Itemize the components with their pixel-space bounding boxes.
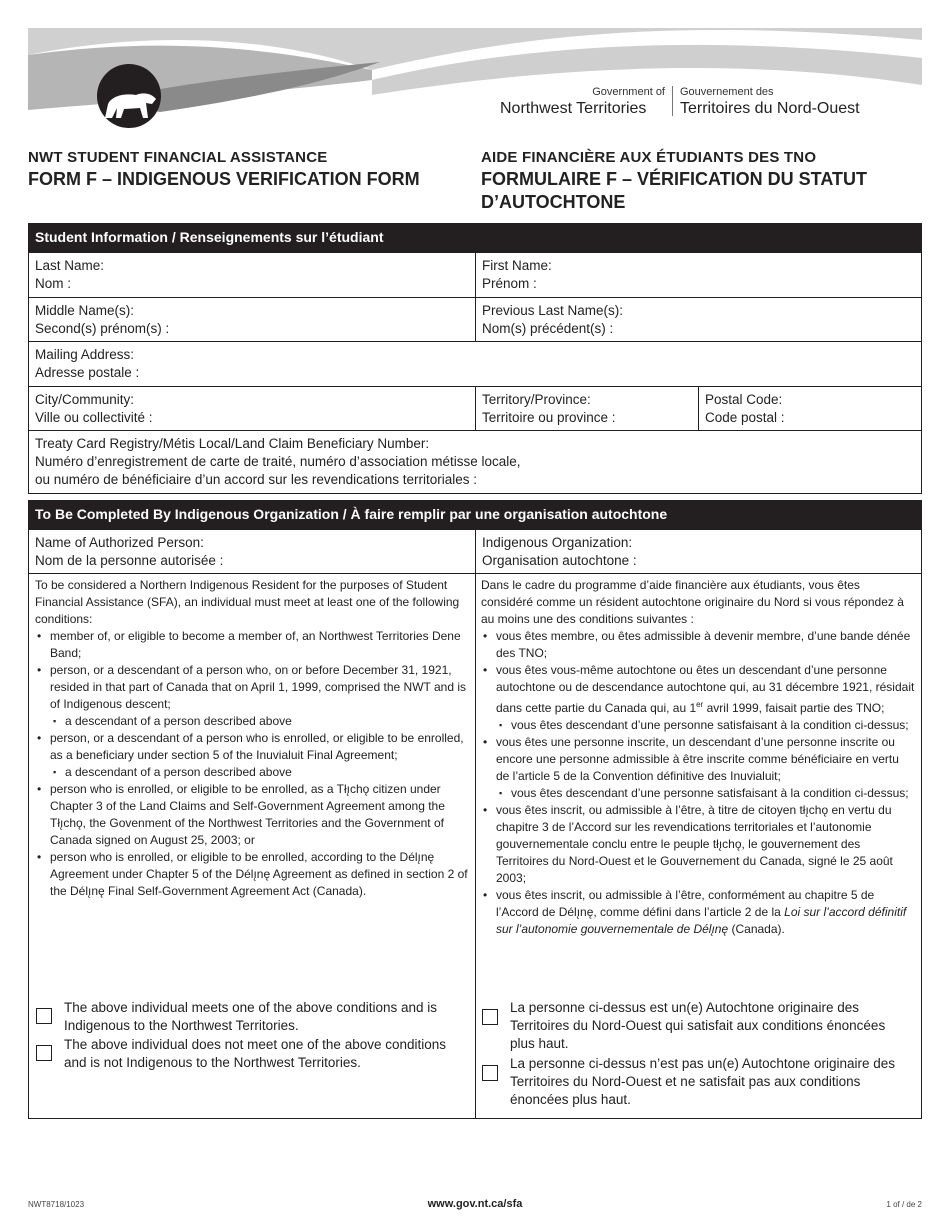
gov-name-en: Government of Northwest Territories — [500, 86, 665, 118]
condition-subitem: ▪ vous êtes descendant d’une personne satisfaisant à la condition ci-dessus; — [481, 785, 915, 802]
title-en: NWT STUDENT FINANCIAL ASSISTANCE FORM F – INDIGENOUS VERIFICATION FORM — [28, 149, 420, 189]
condition-item: • vous êtes une personne inscrite, un descendant d’une personne inscrite ou encore une personne admissible à être inscrite comme bénéficiaire en vertu de l’article 5 de la Convention définitive des Inuvialuit; — [481, 734, 915, 785]
condition-item: • person who is enrolled, or eligible to be enrolled, as a Tłı̨chǫ citizen under Chapter 3 of the Land Claims and Self-Government Agreement among the Tłı̨chǫ, the Govenment of the Northwest Territories and the Government of Canada signed on August 25, 2003; or — [35, 781, 470, 849]
condition-item: • vous êtes vous-même autochtone ou êtes un descendant d’une personne autochtone ou de descendance autochtone qui, au 31 décembre 1921, résidait dans cette partie du Canada qui, au 1er avril 1999, faisait partie des TNO; — [481, 662, 915, 717]
footer-url[interactable]: www.gov.nt.ca/sfa — [427, 1198, 523, 1210]
city-field[interactable]: City/Community: Ville ou collectivité : — [28, 386, 476, 431]
condition-item: • vous êtes membre, ou êtes admissible à devenir membre, d’une bande dénée des TNO; — [481, 628, 915, 662]
indigenous-organization-field[interactable]: Indigenous Organization: Organisation autochtone : — [475, 529, 922, 574]
meets-conditions-checkbox-fr[interactable] — [482, 1009, 498, 1025]
title-fr: AIDE FINANCIÈRE AUX ÉTUDIANTS DES TNO FORMULAIRE F – VÉRIFICATION DU STATUT D’AUTOCHTONE — [481, 149, 867, 212]
condition-item: • person, or a descendant of a person who, on or before December 31, 1921, resided in that part of Canada that on April 1, 1999, comprised the NWT and is of Indigenous descent; — [35, 662, 470, 713]
previous-last-name-field[interactable]: Previous Last Name(s): Nom(s) précédent(s) : — [475, 297, 922, 342]
conditions-fr: Dans le cadre du programme d’aide financière aux étudiants, vous êtes considéré comme un résident autochtone originaire du Nord si vous répondez à au moins une des conditions suivantes : • vous êtes membre, ou êtes admissible à devenir membre, d’une bande dénée des TNO; • vous êtes vous-même autochtone ou êtes un descendant d’une personne autochtone ou de descendance autochtone qui, au 31 décembre 1921, résidait dans cette partie du Canada qui, au 1er avril 1999, faisait partie des TNO; ▪ vous êtes descendant d’une personne satisfaisant à la condition ci-dessus; • vous êtes une personne inscrite, un descendant d’une personne inscrite ou encore une personne admissible à être inscrite comme bénéficiaire en vertu de l’article 5 de la Convention définitive des Inuvialuit; ▪ vous êtes descendant d’une personne satisfaisant à la condition ci-dessus; • vous êtes inscrit, ou admissible à l’être, à titre de citoyen tłı̨chǫ en vertu du chapitre 3 de l’Accord sur les revendications territoriales et l’autonomie gouvernementale conclu entre le peuple tłı̨chǫ, le gouvernement des Territoires du Nord-Ouest et le Gouvernement du Canada, signé le 25 août 2003; • vous êtes inscrit, ou admissible à l’être, conformément au chapitre 5 de l’Accord de Délı̨nę, comme défini dans l’article 2 de la Loi sur l’accord définitif sur l’autonomie gouvernementale de Délı̨nę (Canada). — [481, 577, 915, 938]
meets-conditions-label-en: The above individual meets one of the above conditions and is Indigenous to the Northwest Territories. — [64, 1000, 437, 1033]
last-name-field[interactable]: Last Name: Nom : — [28, 252, 476, 298]
org-section-heading: To Be Completed By Indigenous Organization / À faire remplir par une organisation autochtone — [28, 500, 922, 529]
gov-name-fr: Gouvernement des Territoires du Nord-Ouest — [680, 86, 860, 118]
form-code: NWT8718/1023 — [28, 1200, 85, 1209]
postal-code-field[interactable]: Postal Code: Code postal : — [698, 386, 922, 431]
condition-item: • vous êtes inscrit, ou admissible à l’être, conformément au chapitre 5 de l’Accord de Délı̨nę, comme défini dans l’article 2 de la Loi sur l’accord définitif sur l’autonomie gouvernementale de Délı̨nę (Canada). — [481, 887, 915, 938]
authorized-person-field[interactable]: Name of Authorized Person: Nom de la personne autorisée : — [28, 529, 476, 574]
condition-item: • vous êtes inscrit, ou admissible à l’être, à titre de citoyen tłı̨chǫ en vertu du chapitre 3 de l’Accord sur les revendications territoriales et l’autonomie gouvernementale conclu entre le peuple tłı̨chǫ, le gouvernement des Territoires du Nord-Ouest et le Gouvernement du Canada, signé le 25 août 2003; — [481, 802, 915, 887]
meets-conditions-label-fr: La personne ci-dessus est un(e) Autochtone originaire des Territoires du Nord-Ouest qui satisfait aux conditions énoncées plus haut. — [510, 1000, 886, 1051]
treaty-number-field[interactable]: Treaty Card Registry/Métis Local/Land Claim Beneficiary Number: Numéro d’enregistrement de carte de traité, numéro d’association métisse locale, ou numéro de bénéficiaire d’un accord sur les revendications territoriales : — [28, 430, 922, 494]
mailing-address-field[interactable]: Mailing Address: Adresse postale : — [28, 341, 922, 387]
first-name-field[interactable]: First Name: Prénom : — [475, 252, 922, 298]
condition-item: • person, or a descendant of a person who is enrolled, or eligible to be enrolled, as a beneficiary under section 5 of the Inuvialuit Final Agreement; — [35, 730, 470, 764]
meets-conditions-checkbox-en[interactable] — [36, 1008, 52, 1024]
not-meets-conditions-label-en: The above individual does not meet one of the above conditions and is not Indigenous to the Northwest Territories. — [64, 1037, 447, 1070]
condition-item: • person who is enrolled, or eligible to be enrolled, according to the Délı̨nę Agreement under Chapter 5 of the Délı̨nę Agreement as defined in section 2 of the Délı̨nę Final Self-Government Agreement Act (Canada). — [35, 849, 470, 900]
middle-name-field[interactable]: Middle Name(s): Second(s) prénom(s) : — [28, 297, 476, 342]
territory-field[interactable]: Territory/Province: Territoire ou province : — [475, 386, 699, 431]
not-meets-conditions-checkbox-fr[interactable] — [482, 1065, 498, 1081]
not-meets-conditions-checkbox-en[interactable] — [36, 1045, 52, 1061]
condition-subitem: ▪ vous êtes descendant d’une personne satisfaisant à la condition ci-dessus; — [481, 717, 915, 734]
condition-subitem: ▪ a descendant of a person described above — [35, 713, 470, 730]
not-meets-conditions-label-fr: La personne ci-dessus n’est pas un(e) Autochtone originaire des Territoires du Nord-Ouest et ne satisfait pas aux conditions énoncées plus haut. — [510, 1056, 895, 1107]
condition-subitem: ▪ a descendant of a person described above — [35, 764, 470, 781]
gov-divider — [672, 86, 673, 116]
polar-bear-logo-icon — [97, 64, 161, 128]
condition-item: • member of, or eligible to become a member of, an Northwest Territories Dene Band; — [35, 628, 470, 662]
conditions-en: To be considered a Northern Indigenous Resident for the purposes of Student Financial Assistance (SFA), an individual must meet at least one of the following conditions: • member of, or eligible to become a member of, an Northwest Territories Dene Band; • person, or a descendant of a person who, on or before December 31, 1921, resided in that part of Canada that on April 1, 1999, comprised the NWT and is of Indigenous descent; ▪ a descendant of a person described above • person, or a descendant of a person who is enrolled, or eligible to be enrolled, as a beneficiary under section 5 of the Inuvialuit Final Agreement; ▪ a descendant of a person described above • person who is enrolled, or eligible to be enrolled, as a Tłı̨chǫ citizen under Chapter 3 of the Land Claims and Self-Government Agreement among the Tłı̨chǫ, the Govenment of the Northwest Territories and the Government of Canada signed on August 25, 2003; or • person who is enrolled, or eligible to be enrolled, according to the Délı̨nę Agreement under Chapter 5 of the Délı̨nę Agreement as defined in section 2 of the Délı̨nę Final Self-Government Agreement Act (Canada). — [35, 577, 470, 900]
page-number: 1 of / de 2 — [886, 1200, 922, 1209]
student-section-heading: Student Information / Renseignements sur l’étudiant — [28, 223, 922, 252]
